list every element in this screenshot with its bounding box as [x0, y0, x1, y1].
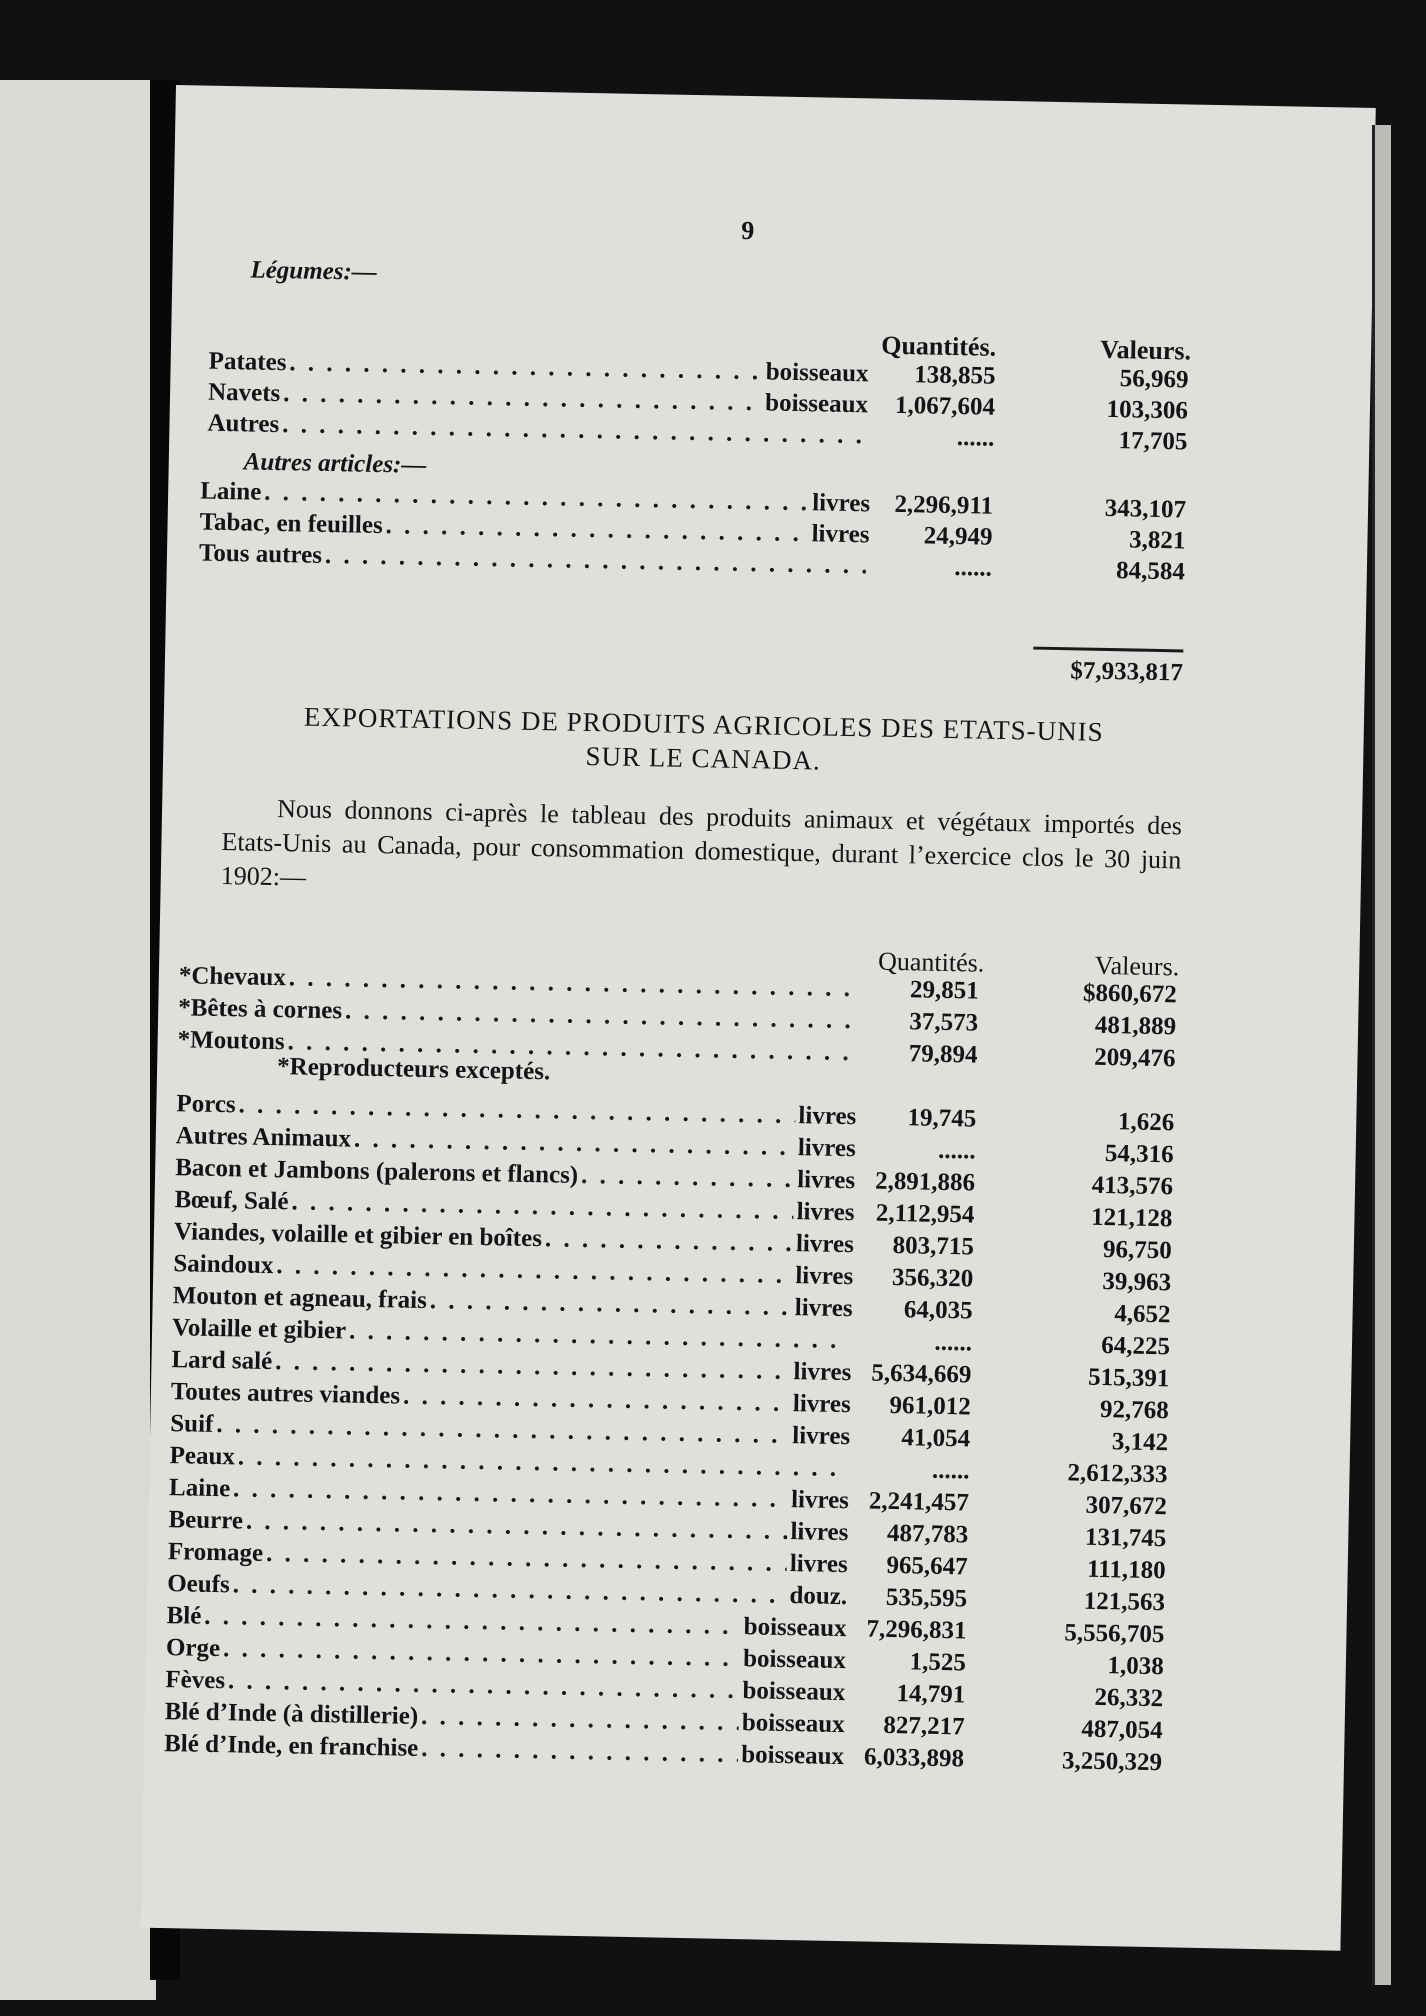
row-label: Mouton et agneau, frais — [172, 1282, 428, 1315]
intro-paragraph: Nous donnons ci-après le tableau des produits animaux et végétaux importés des Etats-Unis au Canada, pour consommation domestique, durant l’exercice clos le 30 juin 1902:— — [220, 794, 1183, 892]
row-label: Viandes, volaille et gibier en boîtes — [173, 1218, 543, 1253]
row-label: Suif — [170, 1410, 214, 1438]
row-quantity: 19,745 — [907, 1104, 977, 1133]
row-quantity: ...... — [954, 554, 993, 582]
row-label: Autres Animaux — [175, 1122, 352, 1153]
section-heading-legumes: Légumes:— — [250, 256, 378, 286]
row-label: Oeufs — [166, 1570, 230, 1599]
section-title-line2: SUR LE CANADA. — [585, 740, 822, 776]
row-label: Autres — [207, 409, 280, 439]
row-label: *Moutons — [177, 1026, 285, 1056]
row-value: 515,391 — [1087, 1363, 1170, 1393]
row-unit: boisseaux — [740, 1741, 845, 1771]
page-number: 9 — [741, 215, 755, 246]
row-value: 1,626 — [1117, 1108, 1175, 1137]
row-unit: boisseaux — [742, 1677, 846, 1707]
row-label: Volaille et gibier — [171, 1314, 347, 1345]
row-label: Patates — [208, 347, 287, 377]
row-quantity: 2,112,954 — [875, 1199, 975, 1229]
row-value: 17,705 — [1118, 427, 1188, 456]
row-unit: livres — [798, 1102, 857, 1131]
dot-leader — [545, 1225, 794, 1258]
row-quantity: 64,035 — [903, 1296, 973, 1325]
row-unit: livres — [790, 1486, 850, 1515]
row-value: 121,128 — [1090, 1203, 1173, 1233]
row-value: 56,969 — [1119, 365, 1189, 394]
row-unit: livres — [792, 1422, 851, 1451]
row-value: 413,576 — [1091, 1171, 1174, 1201]
row-unit: boisseaux — [741, 1709, 845, 1739]
row-label: *Chevaux — [178, 962, 287, 992]
row-label: Porcs — [176, 1090, 236, 1119]
dot-leader — [421, 1735, 738, 1769]
row-quantity: 5,634,669 — [871, 1359, 972, 1389]
row-label: Navets — [207, 378, 281, 408]
row-quantity: ...... — [956, 424, 995, 452]
row-quantity: 14,791 — [896, 1680, 966, 1709]
row-value: 2,612,333 — [1067, 1459, 1168, 1489]
row-unit: livres — [796, 1198, 855, 1227]
row-value: 1,038 — [1107, 1652, 1165, 1681]
row-value: 4,652 — [1114, 1300, 1171, 1329]
section-title-line1: EXPORTATIONS DE PRODUITS AGRICOLES DES ETATS-UNIS — [303, 701, 1104, 747]
row-label: Saindoux — [173, 1250, 274, 1280]
dot-leader — [430, 1287, 792, 1322]
row-value: $860,672 — [1082, 979, 1177, 1009]
row-label: Blé d’Inde, en franchise — [163, 1730, 419, 1762]
grand-total: $7,933,817 — [1070, 657, 1184, 687]
row-label: Fèves — [165, 1666, 226, 1695]
row-label: Blé d’Inde (à distillerie) — [164, 1698, 419, 1730]
row-quantity: 961,012 — [889, 1391, 972, 1421]
row-label: *Bêtes à cornes — [178, 994, 343, 1025]
total-rule — [1033, 647, 1183, 653]
right-page-edge — [1372, 125, 1391, 1985]
row-unit: livres — [792, 1390, 852, 1419]
row-label: Tous autres — [198, 539, 323, 569]
column-header-quantites: Quantités. — [881, 330, 997, 362]
row-quantity: 827,217 — [883, 1711, 965, 1741]
row-value: 26,332 — [1094, 1683, 1164, 1713]
row-quantity: 2,891,886 — [874, 1167, 976, 1197]
row-label: Orge — [165, 1634, 221, 1663]
row-label: Tabac, en feuilles — [199, 508, 383, 540]
row-value: 54,316 — [1104, 1140, 1174, 1169]
row-value: 5,556,705 — [1064, 1619, 1165, 1649]
document-page — [141, 85, 1376, 1951]
row-value: 103,306 — [1106, 395, 1189, 425]
row-value: 39,963 — [1102, 1268, 1172, 1297]
row-quantity: 356,320 — [891, 1263, 974, 1293]
left-page-edge — [0, 80, 156, 2000]
row-quantity: 965,647 — [886, 1551, 968, 1581]
row-label: Beurre — [168, 1506, 244, 1535]
row-quantity: 487,783 — [886, 1519, 969, 1549]
row-value: 121,563 — [1083, 1587, 1166, 1617]
row-value: 3,250,329 — [1061, 1747, 1163, 1777]
row-unit: boisseaux — [742, 1645, 847, 1675]
row-quantity: 7,296,831 — [866, 1615, 967, 1645]
row-value: 111,180 — [1086, 1555, 1166, 1585]
row-unit: livres — [795, 1230, 855, 1259]
row-label: Blé — [166, 1602, 202, 1630]
row-quantity: 1,067,604 — [894, 391, 996, 421]
row-unit: livres — [790, 1518, 849, 1547]
row-unit: livres — [796, 1166, 856, 1195]
row-label: Lard salé — [171, 1346, 273, 1376]
row-label: Laine — [199, 477, 262, 506]
row-unit: livres — [811, 489, 871, 518]
row-value: 3,821 — [1128, 526, 1186, 555]
row-quantity: 79,894 — [908, 1040, 978, 1069]
row-label: Peaux — [169, 1442, 236, 1471]
row-quantity: 2,296,911 — [894, 490, 994, 520]
row-unit: boisseaux — [765, 358, 869, 388]
row-unit: livres — [793, 1358, 852, 1387]
row-value: 487,054 — [1081, 1715, 1163, 1745]
section-heading-autres-articles: Autres articles:— — [243, 448, 427, 479]
row-quantity: ...... — [931, 1456, 970, 1485]
row-label: Bœuf, Salé — [174, 1186, 289, 1216]
row-label: Bacon et Jambons (palerons et flancs) — [174, 1154, 579, 1189]
row-quantity: 41,054 — [901, 1424, 971, 1453]
row-unit: boisseaux — [764, 389, 869, 419]
row-unit: livres — [797, 1134, 856, 1163]
row-value: 481,889 — [1094, 1011, 1177, 1041]
row-quantity: 6,033,898 — [863, 1743, 965, 1773]
row-unit: livres — [811, 520, 870, 549]
row-quantity: 29,851 — [909, 976, 980, 1005]
row-label: Toutes autres viandes — [170, 1378, 401, 1410]
row-value: 92,768 — [1099, 1395, 1169, 1425]
row-label: Fromage — [167, 1538, 264, 1567]
row-quantity: 24,949 — [923, 522, 993, 551]
row-label: Laine — [168, 1474, 231, 1503]
row-unit: livres — [795, 1262, 854, 1291]
row-quantity: ...... — [934, 1328, 973, 1357]
dot-leader — [581, 1162, 795, 1194]
row-value: 209,476 — [1093, 1043, 1176, 1073]
row-quantity: 1,525 — [909, 1648, 967, 1677]
row-quantity: 37,573 — [909, 1008, 979, 1037]
footnote-reproducteurs: *Reproducteurs exceptés. — [276, 1053, 551, 1086]
row-unit: livres — [794, 1294, 853, 1323]
row-quantity: 803,715 — [892, 1231, 975, 1261]
column-header-valeurs: Valeurs. — [1100, 334, 1192, 366]
row-unit: douz. — [789, 1582, 848, 1611]
row-unit: livres — [789, 1550, 848, 1579]
row-value: 131,745 — [1084, 1523, 1167, 1553]
row-value: 307,672 — [1085, 1491, 1168, 1521]
row-value: 96,750 — [1102, 1236, 1173, 1265]
row-value: 343,107 — [1104, 494, 1187, 524]
column-header-valeurs-2: Valeurs. — [1094, 950, 1180, 982]
row-quantity: 535,595 — [885, 1583, 968, 1613]
row-value: 84,584 — [1115, 557, 1186, 586]
row-quantity: 2,241,457 — [868, 1487, 970, 1517]
row-value: 64,225 — [1100, 1331, 1171, 1361]
row-quantity: ...... — [937, 1136, 976, 1165]
row-quantity: 138,855 — [914, 361, 996, 390]
row-unit: boisseaux — [743, 1613, 847, 1643]
dot-leader — [421, 1703, 739, 1737]
column-header-quantites-2: Quantités. — [877, 946, 985, 978]
row-value: 3,142 — [1111, 1428, 1169, 1457]
